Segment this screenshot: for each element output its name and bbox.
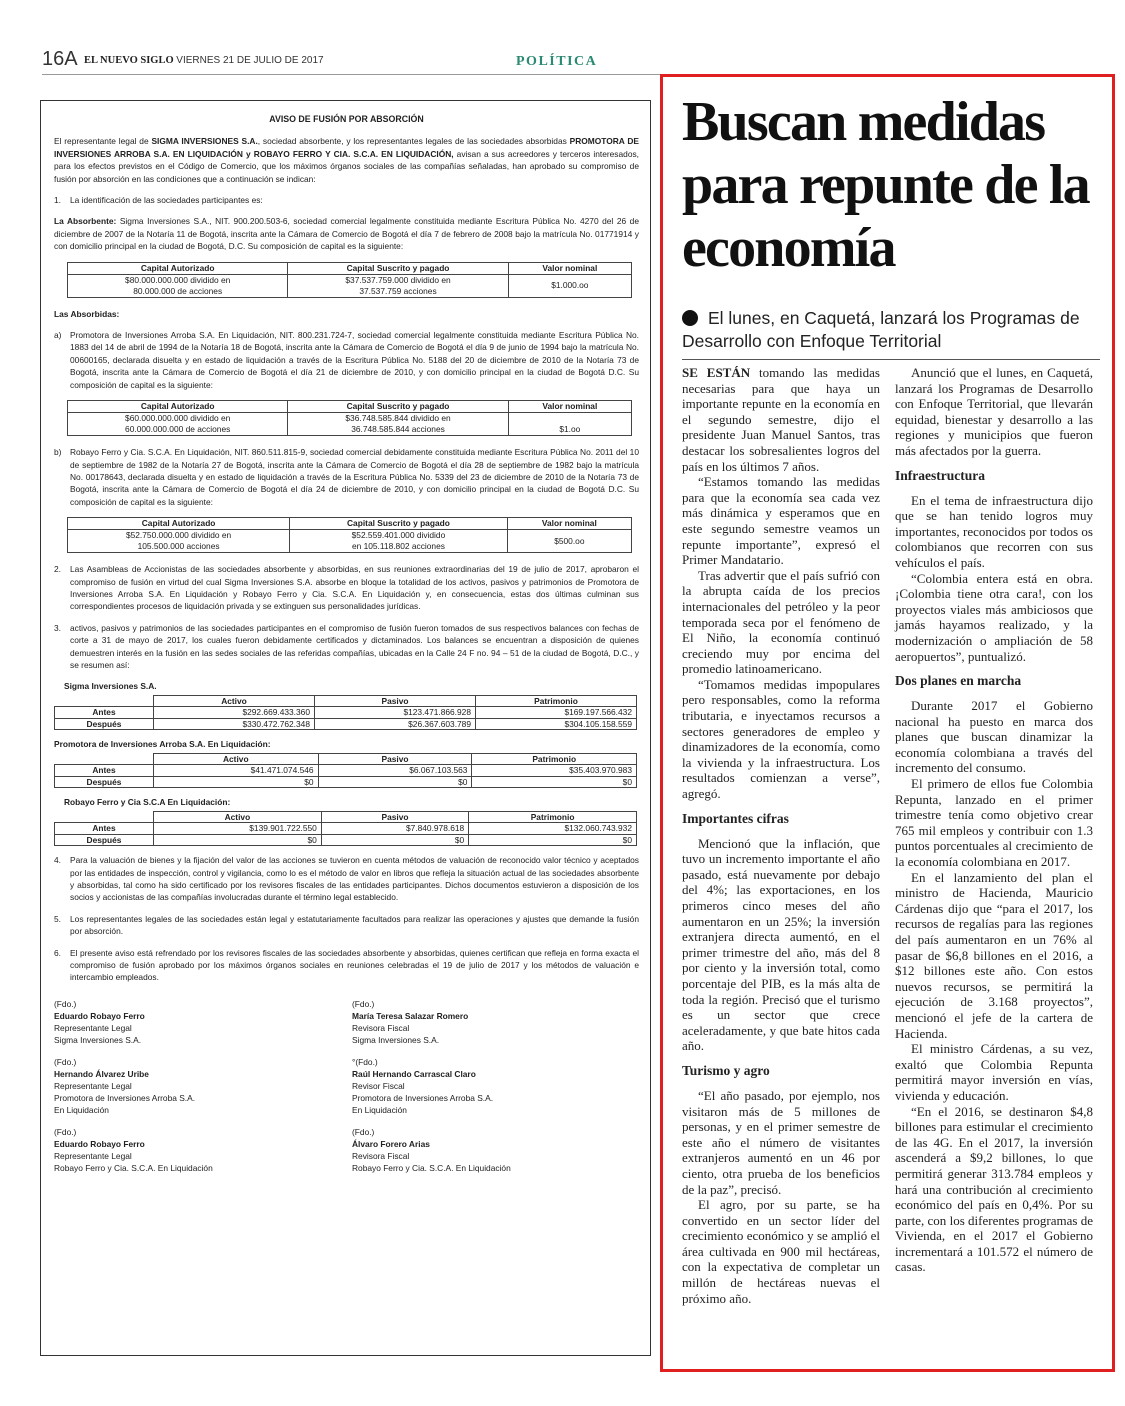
newspaper-name: EL NUEVO SIGLO [84, 55, 174, 66]
paragraph: El agro, por su parte, se ha convertido en un sector líder del crecimiento económico y se amplió el área cultivada en 900 mil hectáreas, con la expectativa de completar un millón de hectáreas nuevas el próximo año. [682, 1197, 880, 1306]
paragraph: El primero de ellos fue Colombia Repunta, lanzado en el primer trimestre tenía como objetivo crear 765 mil empleos y contribuir con 1.3 puntos porcentuales al crecimiento de la economía colombiana en 2017. [895, 776, 1093, 870]
issue-date: VIERNES 21 DE JULIO DE 2017 [176, 55, 324, 66]
signature: (Fdo.) Álvaro Forero Arias Revisora Fiscal Robayo Ferro y Cia. S.C.A. En Liquidación [352, 1126, 511, 1173]
notice-item-6: 6. El presente aviso está refrendado por los revisores fiscales de las sociedades absorbente y absorbidas, quienes certifican que refleja en forma exacta el compromiso de fusión aprobado por los máximos órganos sociales en reuniones celebradas el 19 de julio de 2017 y los métodos de valuación e intercambio empleados. [54, 947, 639, 983]
paragraph: Anunció que el lunes, en Caquetá, lanzará los Programas de Desarrollo con Enfoque Territorial, que llevarán equidad, bienestar y desarrollo a las regiones y municipios que fueron más afectados por la guerra. [895, 365, 1093, 458]
legal-notice [40, 100, 651, 1356]
article-column-2 [895, 365, 1093, 1275]
balance-table-arroba: Activo Pasivo Patrimonio Antes $41.471.074.546 $6.067.103.563 $35.403.970.983 Después $0 $0 $0 [54, 753, 637, 789]
notice-item-5: 5. Los representantes legales de las sociedades están legal y estatutariamente facultados para realizar las operaciones y ajustes que demande la fusión por absorción. [54, 913, 639, 937]
paragraph: “En el 2016, se destinaron $4,8 billones para estimular el crecimiento de las 4G. En el 2017, la inversión ascenderá a $9,2 billones, lo que permitirá generar 313.784 empleos y hará una contribución al crecimiento económico del país en 0,4%. Por su parte, con los diferentes programas de Vivienda, en el 2017 el Gobierno incrementará a 101.572 el número de casas. [895, 1103, 1093, 1275]
article-column-1 [682, 365, 880, 1306]
absorbida-a: a) Promotora de Inversiones Arroba S.A. En Liquidación, NIT. 800.231.724-7, sociedad comercial legalmente constituida mediante Escritura Pública No. 1883 del 14 de abril de 1994 de la Notaría 18 de Bogotá, inscrita ante la Cámara de Comercio de Bogotá el día 9 de junio de 1994 bajo la matrícula No. 00600165, declarada disuelta y en estado de liquidación a través de la Escritura Pública No. 5188 del 20 de diciembre de 2010 de la Notaría 73 de Bogotá, inscrita ante la Cámara de Comercio de Bogotá el día 21 de diciembre de 2010, y con domicilio principal en la ciudad de Bogotá D.C. Su composición de capital es la siguiente: [54, 330, 639, 390]
absorbente-paragraph: La Absorbente: Sigma Inversiones S.A., NIT. 900.200.503-6, sociedad comercial legalmente constituida mediante Escritura Pública No. 4270 del 26 de diciembre de 2007 de la Notaría 11 de Bogotá, inscrita ante la Cámara de Comercio de Bogotá el día 7 de febrero de 2008 bajo la matrícula No. 01771914 y con domicilio principal en la ciudad de Bogotá, D.C. Su composición de capital es la siguiente: [54, 216, 639, 252]
section-label: POLÍTICA [516, 54, 598, 69]
paragraph: “Estamos tomando las medidas para que la economía sea cada vez más dinámica y esperamos que en este segundo semestre veamos un repunte importante”, expresó el Primer Mandatario. [682, 474, 880, 568]
notice-intro: El representante legal de SIGMA INVERSIONES S.A., sociedad absorbente, y los representantes legales de las sociedades absorbidas PROMOTORA DE INVERSIONES ARROBA S.A. EN LIQUIDACIÓN y ROBAYO FERRO Y CIA. S.C.A. EN LIQUIDACIÓN, avisan a sus acreedores y terceros interesados, para los efectos previstos en el Código de Comercio, que los máximos órganos sociales de las compañías señaladas, han aprobado su compromiso de fusión por absorción en las condiciones que a continuación se indican: [54, 136, 639, 184]
paragraph: SE ESTÁN tomando las medidas necesarias para que haya un importante repunte en la economía en el segundo semestre, dijo el presidente Juan Manuel Santos, tras destacar los sobresalientes logros del país en los últimos 7 años. [682, 365, 880, 474]
capital-table-sigma: Capital Autorizado Capital Suscrito y pagado Valor nominal $80.000.000.000 dividido en 80.000.000 de acciones $37.537.759.000 dividido en 37.537.759 acciones $1.000.oo [67, 262, 632, 298]
deck-rule [682, 359, 1100, 360]
paragraph: Durante 2017 el Gobierno nacional ha puesto en marca dos planes que buscan dinamizar la economía colombiana a través del incremento del consumo. [895, 698, 1093, 776]
news-article [660, 74, 1115, 1372]
masthead [84, 55, 324, 66]
paragraph: En el tema de infraestructura dijo que se han tenido logros muy importantes, reconocidos por todos os colombianos que recorren con sus vehículos el país. [895, 492, 1093, 570]
notice-item-4: 4. Para la valuación de bienes y la fijación del valor de las acciones se tuvieron en cuenta métodos de valuación de reconocido valor técnico y aceptados por las entidades de inspección, control y vigilancia, como lo es el método de valor en libros que refleja la situación actual de las sociedades absorbente y absorbidas, tal como ha sido certificado por los revisores fiscales de las entidades participantes. Dichos documentos estuvieron a disposición de los socios y accionistas de las compañías involucradas durante el término legal establecido. [54, 855, 639, 903]
balance-table-robayo: Activo Pasivo Patrimonio Antes $139.901.722.550 $7.840.978.618 $132.060.743.932 Después $0 $0 $0 [54, 811, 637, 847]
paragraph: Mencionó que la inflación, que tuvo un incremento importante el año pasado, está nuevamente por debajo del 4%; las exportaciones, en los primeros cinco meses del año aumentaron en un 25%; la inversión extranjera directa aumentó, en el primer trimestre del año, más del 8 por ciento y la inversión total, como porcentaje del PIB, es la más alta de toda la región. Precisó que el turismo es un sector que crece aceleradamente, y que bate hitos cada año. [682, 835, 880, 1054]
article-headline: Buscan medidas para repunte de la economía [682, 91, 1089, 279]
subheading: Infraestructura [895, 467, 985, 483]
paragraph: En el lanzamiento del plan el ministro de Hacienda, Mauricio Cárdenas dijo que “para el 2017, los recursos de regalías para las regiones del país aumentaron en un 76% al pasar de $6,8 billones en el 2016, a $12 billones este año. Con estos nuevos recursos, se permitirá la ejecución de 3.168 proyectos”, mencionó el jefe de la cartera de Hacienda. [895, 869, 1093, 1041]
signature: °(Fdo.) Raúl Hernando Carrascal Claro Revisor Fiscal Promotora de Inversiones Arroba S.A. En Liquidación [352, 1056, 494, 1115]
paragraph: “Tomamos medidas impopulares pero responsables, como la reforma tributaria, e inyectamos recursos a sectores generadores de empleo y dinamizadores de la economía, como la vivienda y la infraestructura. Los resultados comienzan a verse”, agregó. [682, 676, 880, 802]
paragraph: “El año pasado, por ejemplo, nos visitaron más de 5 millones de personas, y en el primer semestre de este año el número de visitantes extranjeros aumentó en un 46 por ciento, otra prueba de los beneficios de la paz”, precisó. [682, 1087, 880, 1197]
absorbidas-label: Las Absorbidas: [54, 308, 120, 319]
subheading: Turismo y agro [682, 1062, 770, 1078]
signature: (Fdo.) Eduardo Robayo Ferro Representante Legal Robayo Ferro y Cia. S.C.A. En Liquidación [54, 1126, 213, 1173]
signature-block [54, 998, 639, 1174]
notice-item-3: 3. activos, pasivos y patrimonios de las sociedades participantes en el compromiso de fusión fueron tomados de sus respectivos balances con fechas de corte a 31 de mayo de 2017, los cuales fueron debidamente certificados y dictaminados. Los balances se encuentran a disposición de quienes demuestren interés en la fusión en las sedes sociales de las referidas compañías, ubicadas en la Calle 24 F no. 94 – 51 de la ciudad de Bogotá, D.C., y se resumen así: [54, 622, 639, 670]
paragraph: “Colombia entera está en obra. ¡Colombia tiene otra cara!, con los proyectos viales más ambiciosos que jamás hayamos realizado, y la modernización o ampliación de 58 aeropuertos”, puntualizó. [895, 570, 1093, 664]
capital-table-arroba: Capital Autorizado Capital Suscrito y pagado Valor nominal $60.000.000.000 dividido en 60.000.000.000 de acciones $36.748.585.844 dividido en 36.748.585.844 acciones $1.oo [67, 400, 632, 436]
subheading: Dos planes en marcha [895, 673, 1022, 689]
absorbida-b: b) Robayo Ferro y Cia. S.C.A. En Liquidación, NIT. 860.511.815-9, sociedad comercial debidamente constituida mediante Escritura Pública No. 2011 del 10 de septiembre de 1982 de la Notaría 27 de Bogotá, inscrita ante la Cámara de Comercio de Bogotá el día 28 de septiembre de 1982 bajo la matrícula No. 00178643, declarada disuelta y en estado de liquidación a través de la Escritura Pública No. 5339 del 23 de diciembre de 2010 de la Notaría 73 de Bogotá, inscrita ante la Cámara de Comercio de Bogotá el día 24 de diciembre de 2010, y con domicilio principal en la ciudad de Bogotá D.C. Su composición de capital es la siguiente: [54, 447, 639, 507]
balance-table-sigma: Activo Pasivo Patrimonio Antes $292.669.433.360 $123.471.866.928 $169.197.566.432 Después $330.472.762.348 $26.367.603.789 $304.105.158.559 [54, 695, 637, 731]
signature: (Fdo.) Hernando Álvarez Uribe Representante Legal Promotora de Inversiones Arroba S.A. En Liquidación [54, 1056, 196, 1115]
bullet-icon [682, 310, 698, 326]
balance-title-arroba: Promotora de Inversiones Arroba S.A. En Liquidación: [54, 739, 271, 750]
signature: (Fdo.) Eduardo Robayo Ferro Representante Legal Sigma Inversiones S.A. [54, 998, 145, 1045]
paragraph: El ministro Cárdenas, a su vez, exaltó que Colombia Repunta permitirá mayor inversión en vías, vivienda y educación. [895, 1041, 1093, 1103]
subheading: Importantes cifras [682, 810, 789, 826]
balance-title-robayo: Robayo Ferro y Cia S.C.A En Liquidación: [64, 797, 231, 808]
balance-title-sigma: Sigma Inversiones S.A. [64, 681, 157, 692]
page-header [42, 48, 1110, 76]
signature: (Fdo.) María Teresa Salazar Romero Revisora Fiscal Sigma Inversiones S.A. [352, 998, 469, 1045]
page-number: 16A [42, 48, 78, 70]
paragraph: Tras advertir que el país sufrió con la abrupta caída de los precios internacionales del petróleo y la peor temporada seca por el fenómeno de El Niño, la economía continuó creciendo muy por encima del promedio latinoamericano. [682, 567, 880, 677]
article-deck: El lunes, en Caquetá, lanzará los Programas de Desarrollo con Enfoque Territorial [682, 308, 1080, 351]
capital-table-robayo: Capital Autorizado Capital Suscrito y pagado Valor nominal $52.750.000.000 dividido en 105.500.000 acciones $52.559.401.000 dividido en 105.118.802 acciones $500.oo [67, 517, 632, 553]
notice-item-1: 1. La identificación de las sociedades participantes es: [54, 195, 263, 206]
notice-title: AVISO DE FUSIÓN POR ABSORCIÓN [269, 114, 424, 124]
notice-item-2: 2. Las Asambleas de Accionistas de las sociedades absorbente y absorbidas, en sus reuniones extraordinarias del 19 de julio de 2017, aprobaron el compromiso de fusión en virtud del cual Sigma Inversiones S.A. absorbe en bloque la totalidad de los activos, pasivos y patrimonios de Promotora de Inversiones Arroba S.A. En Liquidación y Robayo Ferro y Cia. S.C.A. En Liquidación y, en consecuencia, estas dos últimas culminan sus correspondientes procesos de liquidación privada y se extinguen sus personalidades jurídicas. [54, 564, 639, 612]
